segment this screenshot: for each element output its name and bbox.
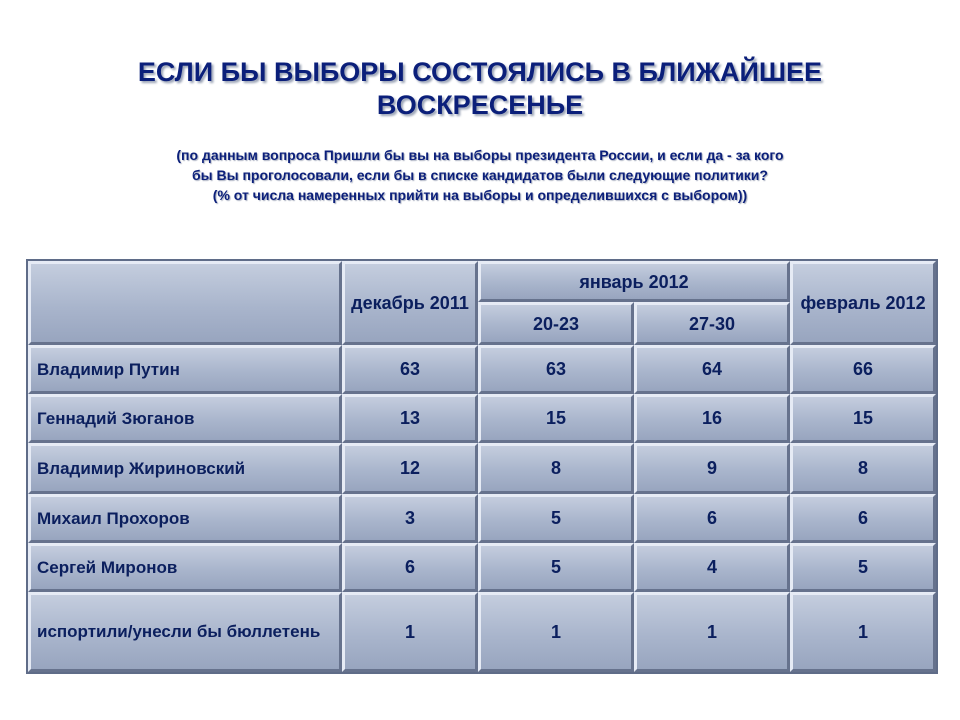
candidate-name-cell: испортили/унесли бы бюллетень: [28, 592, 342, 672]
value-january-27-30: 6: [634, 494, 790, 543]
candidate-name-cell: Владимир Жириновский: [28, 443, 342, 494]
title-line-2: ВОСКРЕСЕНЬЕ: [376, 90, 584, 120]
value-january-27-30: 1: [634, 592, 790, 672]
candidate-name-cell: Сергей Миронов: [28, 543, 342, 592]
candidate-name-cell: Геннадий Зюганов: [28, 394, 342, 443]
subtitle: [40, 145, 920, 205]
title-line-1: ЕСЛИ БЫ ВЫБОРЫ СОСТОЯЛИСЬ В БЛИЖАЙШЕЕ: [137, 57, 823, 87]
value-december-2011: 6: [342, 543, 478, 592]
value-december-2011: 1: [342, 592, 478, 672]
header-january-20-23: 20-23: [478, 302, 634, 345]
subtitle-line-1: (по данным вопроса Пришли бы вы на выборы президента России, и если да - за кого: [176, 147, 784, 163]
table-row: [28, 543, 936, 592]
value-december-2011: 63: [342, 345, 478, 394]
page-title: [0, 56, 960, 122]
header-february-2012: февраль 2012: [790, 261, 936, 345]
value-february-2012: 66: [790, 345, 936, 394]
header-january-2012: январь 2012: [478, 261, 790, 302]
header-january-27-30: 27-30: [634, 302, 790, 345]
value-january-20-23: 8: [478, 443, 634, 494]
value-december-2011: 12: [342, 443, 478, 494]
value-january-27-30: 4: [634, 543, 790, 592]
value-february-2012: 15: [790, 394, 936, 443]
value-december-2011: 13: [342, 394, 478, 443]
results-table: [26, 259, 938, 674]
value-january-27-30: 64: [634, 345, 790, 394]
table-row: [28, 592, 936, 672]
subtitle-line-3: (% от числа намеренных прийти на выборы и определившихся с выбором)): [212, 187, 748, 203]
value-january-20-23: 1: [478, 592, 634, 672]
value-january-20-23: 5: [478, 494, 634, 543]
table-row: [28, 443, 936, 494]
candidate-name-cell: Михаил Прохоров: [28, 494, 342, 543]
value-december-2011: 3: [342, 494, 478, 543]
value-january-20-23: 63: [478, 345, 634, 394]
value-february-2012: 6: [790, 494, 936, 543]
value-january-27-30: 9: [634, 443, 790, 494]
value-january-20-23: 5: [478, 543, 634, 592]
table-row: [28, 494, 936, 543]
value-february-2012: 1: [790, 592, 936, 672]
value-january-27-30: 16: [634, 394, 790, 443]
subtitle-line-2: бы Вы проголосовали, если бы в списке кандидатов были следующие политики?: [192, 167, 768, 183]
table-row: [28, 345, 936, 394]
value-february-2012: 5: [790, 543, 936, 592]
value-february-2012: 8: [790, 443, 936, 494]
value-january-20-23: 15: [478, 394, 634, 443]
header-empty-cell: [28, 261, 342, 345]
table-row: [28, 394, 936, 443]
header-december-2011: декабрь 2011: [342, 261, 478, 345]
candidate-name-cell: Владимир Путин: [28, 345, 342, 394]
